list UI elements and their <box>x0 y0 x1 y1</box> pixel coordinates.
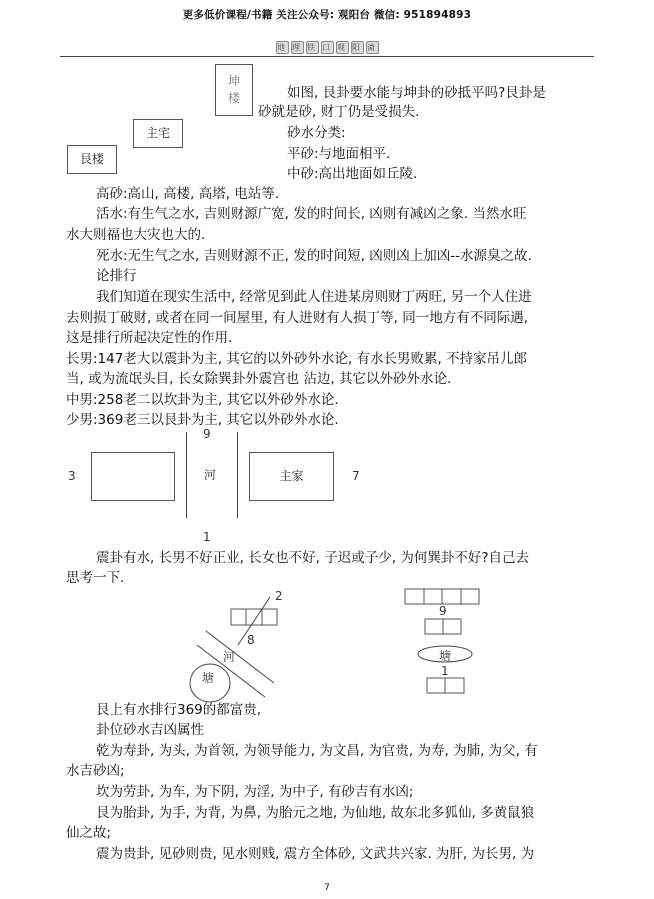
left-house-box <box>91 452 175 501</box>
watermark-char: 斋 <box>367 43 377 52</box>
number-1: 1 <box>441 664 449 678</box>
kun-building-label-2: 楼 <box>227 91 240 105</box>
text-line: 砂就是砂, 财丁仍是受损失. <box>258 104 420 120</box>
number-2: 2 <box>275 589 283 603</box>
promo-header: 更多低价课程/书籍 关注公众号: 观阳台 微信: 951894893 <box>182 9 472 21</box>
text-line: 乾为寿卦, 为头, 为首领, 为领导能力, 为文昌, 为官贵, 为寿, 为肺, 为父, 有 <box>96 743 538 759</box>
text-line: 去则损丁破财, 或者在同一间屋里, 有人进财有人损丁等, 同一地方有不同际遇, <box>66 310 529 326</box>
watermark-char: 口 <box>322 43 332 52</box>
river-bank-left <box>186 432 187 518</box>
pond-label: 塘 <box>439 649 452 663</box>
main-house-box: 主宅 <box>133 119 183 148</box>
watermark-char: 理 <box>292 43 302 52</box>
text-line: 死水:无生气之水, 吉则财源不正, 发的时间短, 凶则凶上加凶--水源臭之故. <box>96 248 532 264</box>
text-line: 砂水分类: <box>287 125 346 141</box>
text-line: 水大则福也大灾也大的. <box>66 227 206 243</box>
text-line: 思考一下. <box>66 570 125 586</box>
number-9: 9 <box>439 604 447 618</box>
text-line: 少男:369老三以艮卦为主, 其它以外砂外水论. <box>66 412 339 428</box>
kun-building-box <box>215 64 253 116</box>
pond-label: 塘 <box>202 671 215 685</box>
text-line: 艮上有水排行369的都富贵, <box>96 702 262 718</box>
river-label: 河 <box>223 650 236 664</box>
text-line: 高砂:高山, 高楼, 高塔, 电站等. <box>96 186 280 202</box>
text-line: 震为贵卦, 见砂则贵, 见水则贱, 震方全体砂, 文武共兴家. 为肝, 为长男, 为 <box>96 846 535 862</box>
section-heading: 论排行 <box>96 268 137 284</box>
watermark-char: 观 <box>337 43 347 52</box>
text-line: 坎为劳卦, 为车, 为下阴, 为淫, 为中子, 有砂吉有水凶; <box>96 784 414 800</box>
text-line: 我们知道在现实生活中, 经常见到此人住进某房则财丁两旺, 另一个人住进 <box>96 289 532 305</box>
page-number: 7 <box>324 883 330 893</box>
house-cell <box>427 678 445 693</box>
text-line: 仙之故; <box>66 825 112 841</box>
house-cell <box>246 609 262 625</box>
figure-vertical-layout <box>395 582 505 702</box>
figure-diagonal-river <box>170 585 320 705</box>
river-bank-right <box>237 432 238 518</box>
header-rule <box>60 56 594 57</box>
house-cell <box>425 619 443 634</box>
text-line: 如图, 艮卦要水能与坤卦的砂抵平吗?艮卦是 <box>287 85 546 101</box>
house-cell <box>231 609 246 625</box>
number-7: 7 <box>352 469 360 483</box>
kun-building-label-1: 坤 <box>227 74 240 88</box>
text-line: 长男:147老大以震卦为主, 其它的以外砂外水论, 有水长男败累, 不持家吊儿郎 <box>66 351 528 367</box>
text-line: 活水:有生气之水, 吉则财源广宽, 发的时间长, 凶则有减凶之象. 当然水旺 <box>96 206 527 222</box>
text-line: 这是排行所起决定性的作用. <box>66 330 233 346</box>
main-home-box: 主家 <box>249 452 334 501</box>
number-1: 1 <box>203 530 211 544</box>
river-label: 河 <box>204 468 217 482</box>
gen-building-box: 艮楼 <box>67 145 117 174</box>
text-line: 中砂:高出地面如丘陵. <box>287 166 418 182</box>
number-3: 3 <box>68 469 76 483</box>
text-line: 艮为胎卦, 为手, 为背, 为鼻, 为胎元之地, 为仙地, 故东北多狐仙, 多黄鼠狼 <box>96 805 535 821</box>
watermark-char: 铁 <box>307 43 317 52</box>
house-cell <box>461 589 479 604</box>
house-cell <box>445 678 464 693</box>
text-line: 平砂:与地面相平. <box>287 146 391 162</box>
text-line: 当, 或为流氓头目, 长女除巽卦外震宫也 沾边, 其它以外砂外水论. <box>66 371 452 387</box>
text-line: 震卦有水, 长男不好正业, 长女也不好, 子迟或子少, 为何巽卦不好?自己去 <box>96 550 529 566</box>
section-heading: 卦位砂水吉凶属性 <box>96 722 204 738</box>
house-cell <box>405 589 424 604</box>
house-cell <box>262 609 277 625</box>
watermark-header <box>0 41 654 54</box>
house-cell <box>443 619 461 634</box>
house-cell <box>442 589 461 604</box>
watermark-char: 地 <box>277 43 287 52</box>
number-9: 9 <box>203 427 211 441</box>
text-line: 中男:258老二以坎卦为主, 其它以外砂外水论. <box>66 392 339 408</box>
text-line: 水吉砂凶; <box>66 763 125 779</box>
river-bank <box>206 631 274 683</box>
watermark-char: 阳 <box>352 43 362 52</box>
number-8: 8 <box>247 633 255 647</box>
house-cell <box>424 589 442 604</box>
